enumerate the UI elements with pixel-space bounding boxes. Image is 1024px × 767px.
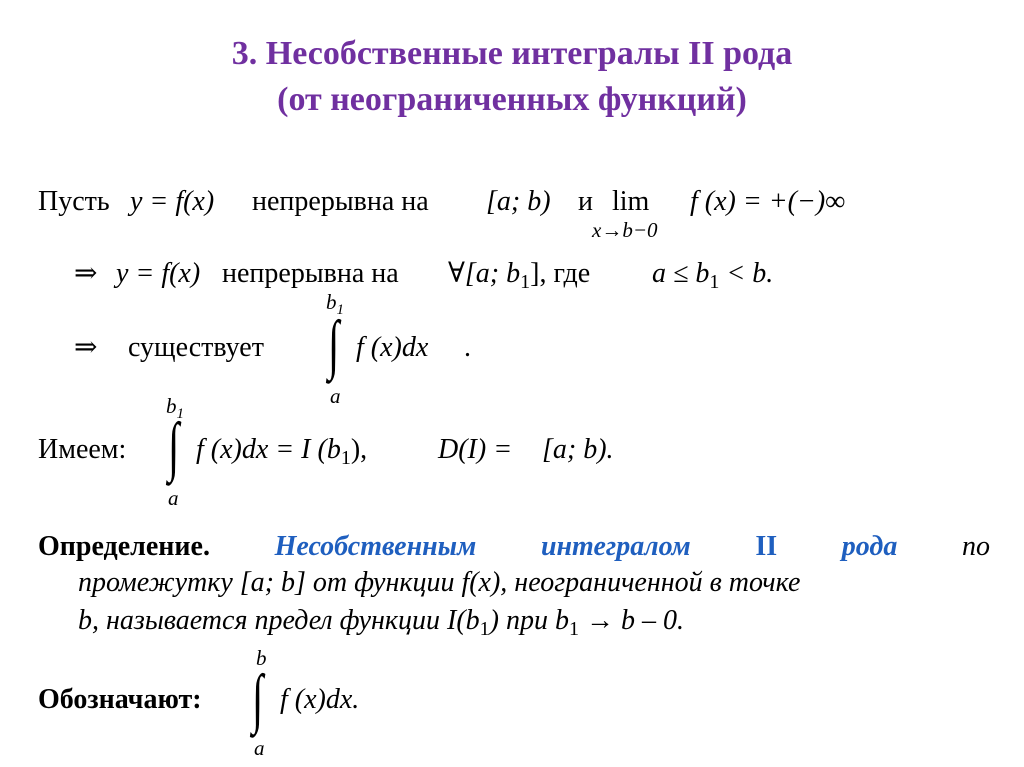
line1-and: и (578, 186, 593, 217)
definition-line3-sub: 1 (479, 618, 490, 640)
line2-forall: ∀[a; b (448, 258, 521, 289)
line4-label: Имеем: (38, 434, 127, 465)
line2-arrow: ⇒ (74, 258, 98, 289)
line1-intro: Пусть (38, 186, 110, 217)
definition-label: Определение. (38, 531, 210, 562)
line2-bracket (448, 258, 590, 298)
line1-lim-expr: f (x) = +(−)∞ (690, 186, 846, 217)
line2-func: y = f(x) (116, 258, 201, 289)
line3-upper-sub: 1 (336, 302, 344, 318)
notation-label: Обозначают: (38, 684, 202, 715)
line2-cond-a: a ≤ b (652, 258, 710, 289)
line1-func: y = f(x) (130, 186, 215, 217)
line4-upper-b: b (166, 394, 177, 418)
line3-exists: существует (128, 332, 264, 363)
line2-cond-rest: < b. (726, 258, 774, 289)
line4-integral-icon: ∫ (168, 410, 180, 483)
line4-i-close: ), (350, 434, 368, 465)
line3-upper-b: b (326, 290, 337, 314)
line4-domain: D(I) = (438, 434, 513, 465)
definition-line3a: b, называется предел функции I(b (78, 605, 480, 636)
line2-cont: непрерывна на (222, 258, 399, 289)
definition-term-2: интегралом (540, 531, 691, 562)
definition-line2: промежутку [a; b] от функции f(x), неограниченной в точке (78, 567, 801, 598)
line3-integral-icon: ∫ (328, 308, 340, 381)
definition-term-3: II (755, 531, 778, 562)
line4-lower: a (168, 486, 179, 510)
line1-lim: lim (612, 186, 650, 217)
line4-i-sub: 1 (340, 447, 351, 469)
line1-interval: [a; b) (486, 186, 551, 217)
definition-term-4: рода (841, 531, 898, 562)
slide-title-line2: (от неограниченных функций) (277, 81, 747, 118)
slide-title-line1: 3. Несобственные интегралы II рода (231, 35, 793, 72)
line3-arrow: ⇒ (74, 332, 98, 363)
line1-cont: непрерывна на (252, 186, 429, 217)
definition-line3-sub2: 1 (568, 618, 579, 640)
definition-line3c: → b – 0. (578, 605, 684, 636)
line1-lim-sub: x→b−0 (592, 218, 658, 242)
line3-integrand: f (x)dx (356, 332, 429, 363)
line2-rest: ], где (530, 258, 591, 289)
line4-upper-sub: 1 (176, 406, 184, 422)
line2-b-sub: 1 (520, 271, 531, 293)
line4-integrand (196, 434, 367, 474)
line3-dot: . (464, 332, 471, 363)
definition-line3b: ) при b (489, 605, 569, 636)
line3-lower: a (330, 384, 341, 408)
line2-cond-sub: 1 (709, 271, 720, 293)
definition-term-1: Несобственным (274, 531, 477, 562)
line4-domain-val: [a; b). (542, 434, 614, 465)
line2-condition (652, 258, 773, 298)
notation-upper: b (256, 646, 267, 670)
notation-integrand: f (x)dx. (280, 684, 360, 715)
notation-integral-icon: ∫ (252, 662, 264, 735)
line4-integrand-text: f (x)dx = I (b (196, 434, 341, 465)
definition-line1 (38, 530, 990, 564)
definition-line3 (78, 604, 684, 646)
definition-word-po: по (961, 531, 990, 562)
notation-lower: a (254, 736, 265, 760)
